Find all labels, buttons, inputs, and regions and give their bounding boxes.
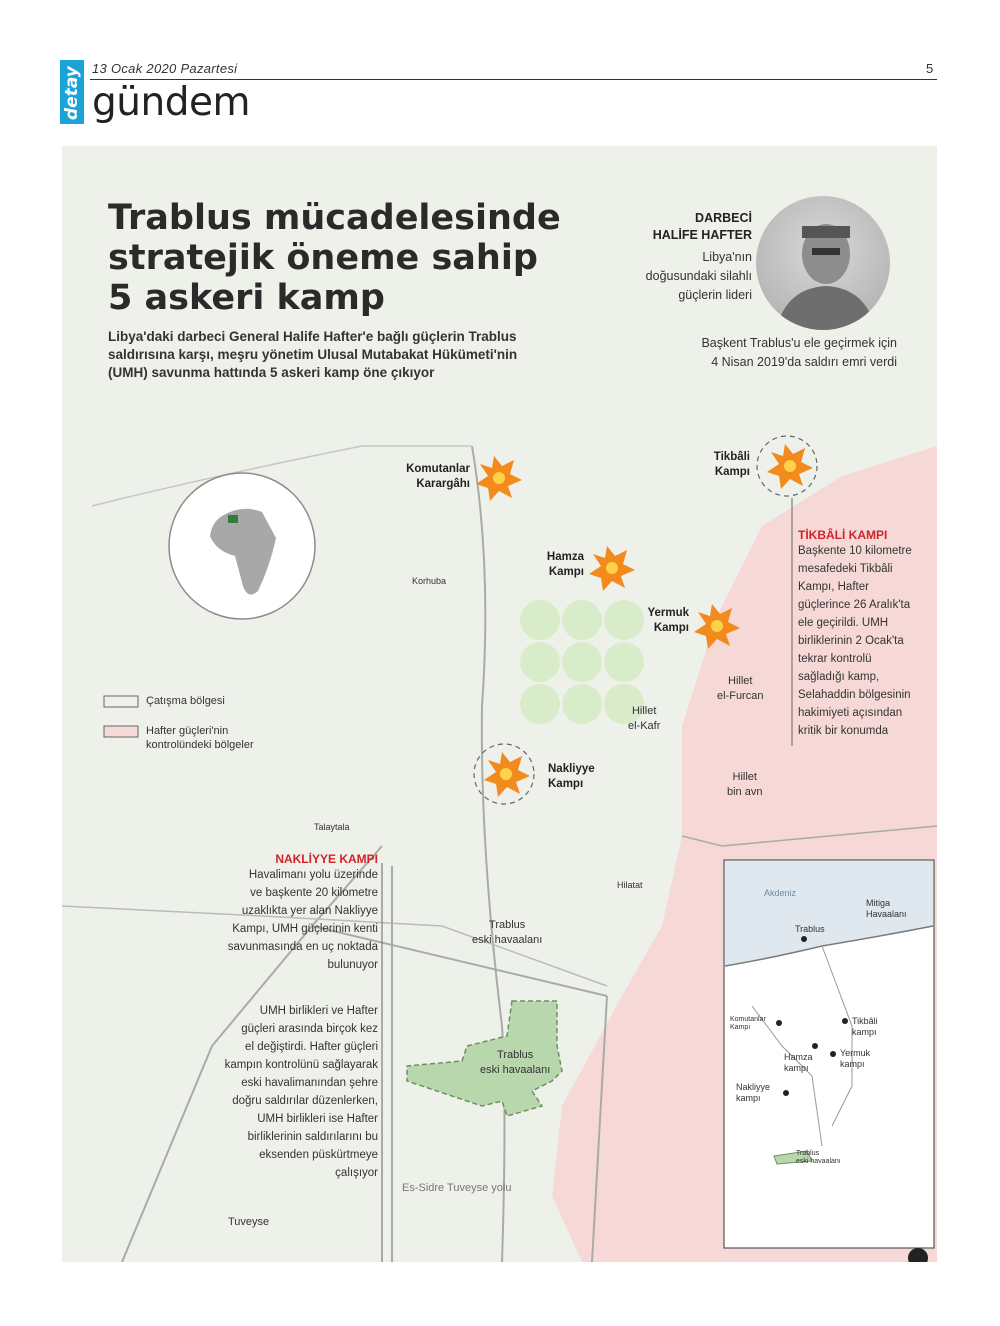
camp-nakliyye <box>548 762 595 792</box>
inset-label-line: Trablus <box>796 1150 820 1157</box>
inset-old-airport-label <box>796 1150 841 1166</box>
camp-label-line: Kampı <box>653 622 689 634</box>
note-line: hakimiyeti açısından <box>798 707 903 719</box>
place-line: el-Kafr <box>628 720 661 732</box>
place-line: el-Furcan <box>717 690 764 702</box>
hafter-order-line: Başkent Trablus'u ele geçirmek için <box>701 336 897 350</box>
camp-label-line: Karargâhı <box>416 478 470 490</box>
hafter-name <box>592 210 752 244</box>
inset-komutanlar <box>730 1016 766 1032</box>
note-line: mesafedeki Tikbâli <box>798 563 893 575</box>
place-line: bin avn <box>727 786 763 798</box>
hafter-desc-line: doğusundaki silahlı <box>645 269 752 283</box>
headline <box>108 198 568 318</box>
place-line: eski havaalanı <box>480 1064 551 1076</box>
inset-label-line: Kampı <box>730 1024 751 1031</box>
note-line: el değiştirdi. Hafter güçleri <box>245 1041 378 1053</box>
umh-note-body <box>182 1002 378 1182</box>
note-line: güçlerince 26 Aralık'ta <box>798 599 911 611</box>
road-label: Es-Sidre Tuveyse yolu <box>402 1182 512 1194</box>
inset-label-line: Komutanlar <box>730 1016 766 1023</box>
libya-marker <box>228 515 238 523</box>
note-line: eksenden püskürtmeye <box>259 1149 378 1161</box>
inset-label-line: Tikbâli <box>852 1016 878 1026</box>
tikbali-note-body <box>798 542 936 740</box>
farmland <box>520 600 644 724</box>
headline-line: stratejik öneme sahip <box>108 238 538 278</box>
note-line: birliklerinin 2 Ocak'ta <box>798 635 904 647</box>
hafter-desc-line: güçlerin lideri <box>678 288 752 302</box>
note-line: güçleri arasında birçok kez <box>241 1023 378 1035</box>
inset-label-line: kampı <box>736 1093 761 1103</box>
note-line: UMH birlikleri ise Hafter <box>257 1113 378 1125</box>
place-line: Hillet <box>728 675 753 687</box>
legend-conflict-label: Çatışma bölgesi <box>146 695 225 707</box>
inset-label-line: Mitiga <box>866 898 891 908</box>
explosion-icon <box>476 456 522 501</box>
intro-text: Libya'daki darbeci General Halife Hafter'e bağlı güçlerin Trablus saldırısına karşı, meşru yönetim Ulusal Mutabakat Hükümeti'nin (UMH) savunma hattında 5 askeri kamp öne çıkıyor <box>108 329 518 380</box>
hafter-portrait <box>756 196 890 330</box>
camp-tikbali <box>702 450 750 480</box>
tikbali-note-title: TİKBÂLİ KAMPI <box>798 528 888 542</box>
inset-label-line: Havaalanı <box>866 909 907 919</box>
road <box>472 446 505 1262</box>
note-line: sağladığı kamp, <box>798 671 880 683</box>
inset-label-line: Nakliyye <box>736 1082 771 1092</box>
camp-label-line: Kampı <box>548 778 584 790</box>
hafter-desc-line: Libya'nın <box>702 250 752 264</box>
legend-hafter-swatch <box>104 726 138 737</box>
explosion-icon <box>767 444 813 489</box>
inset-nakliyye <box>736 1082 770 1104</box>
note-line: çalışıyor <box>335 1167 378 1179</box>
legend-conflict-swatch <box>104 696 138 707</box>
place-tuveyse: Tuveyse <box>228 1216 270 1228</box>
camp-hamza <box>534 550 584 580</box>
infographic <box>62 146 937 1262</box>
place-trablus-old-airport-1 <box>472 918 542 948</box>
note-line: Kampı, UMH güçlerinin kenti <box>232 923 378 935</box>
nakliyye-note-title: NAKLİYYE KAMPI <box>275 852 378 866</box>
inset-label-line: kampı <box>840 1059 865 1069</box>
agency-logo <box>908 1248 928 1262</box>
note-line: UMH birlikleri ve Hafter <box>259 1005 378 1017</box>
note-line: savunmasında en uç noktada <box>227 941 378 953</box>
note-line: Havalimanı yolu üzerinde <box>248 869 378 881</box>
explosion-icon <box>589 546 635 591</box>
camp-label-line: Tikbâli <box>713 451 750 463</box>
note-line: Kampı, Hafter <box>798 581 869 593</box>
place-talaytala: Talaytala <box>314 822 350 832</box>
note-line: eski havalimanından şehre <box>241 1077 378 1089</box>
inset-sea-label: Akdeniz <box>764 888 797 898</box>
inset-label-line: Hamza <box>784 1052 813 1062</box>
inset-label-line: kampı <box>852 1027 877 1037</box>
inset-label-line: kampı <box>784 1063 809 1073</box>
hafter-fullname: HALİFE HAFTER <box>652 228 752 242</box>
headline-line: 5 askeri kamp <box>108 278 385 318</box>
page-number: 5 <box>926 61 934 76</box>
inset-label-line: Yermuk <box>840 1048 871 1058</box>
logo-text: detay <box>62 66 82 120</box>
inset-mitiga <box>866 898 907 920</box>
place-hillet-kafr <box>628 704 660 734</box>
place-korhuba: Korhuba <box>412 576 447 586</box>
place-line: eski havaalanı <box>472 934 543 946</box>
camp-komutanlar <box>398 462 470 492</box>
detay-logo <box>60 60 84 124</box>
note-line: Selahaddin bölgesinin <box>798 689 911 701</box>
legend-hafter-label <box>146 724 254 752</box>
camp-label-line: Kampı <box>714 466 750 478</box>
place-line: Trablus <box>497 1049 534 1061</box>
note-line: Başkente 10 kilometre <box>798 545 912 557</box>
note-line: ele geçirildi. UMH <box>798 617 889 629</box>
place-trablus-old-airport-2 <box>480 1048 550 1078</box>
inset-hamza <box>784 1052 813 1074</box>
hafter-title: DARBECİ <box>695 211 752 225</box>
note-line: birliklerinin saldırılarını bu <box>247 1131 378 1143</box>
camp-yermuk <box>637 606 689 636</box>
place-hilatat: Hilatat <box>617 880 643 890</box>
nakliyye-note <box>202 852 378 974</box>
explosion-icon <box>484 752 530 797</box>
place-hillet-furcan <box>717 674 763 704</box>
nakliyye-note-body <box>202 866 378 974</box>
umh-note <box>182 1002 378 1182</box>
inset-yermuk <box>840 1048 870 1070</box>
tikbali-note <box>798 528 936 740</box>
headline-line: Trablus mücadelesinde <box>108 198 561 238</box>
note-line: kampın kontrolünü sağlayarak <box>224 1059 378 1071</box>
hafter-description <box>592 248 752 305</box>
place-line: Hillet <box>631 705 657 717</box>
note-line: bulunuyor <box>327 959 378 971</box>
note-line: uzaklıkta yer alan Nakliyye <box>241 905 378 917</box>
camp-label-line: Kampı <box>548 566 584 578</box>
camp-label-line: Nakliyye <box>548 763 595 775</box>
camp-label-line: Komutanlar <box>406 463 470 475</box>
hafter-order <box>637 334 897 372</box>
inset-trablus: Trablus <box>795 924 825 934</box>
hafter-order-line: 4 Nisan 2019'da saldırı emri verdi <box>711 355 897 369</box>
note-line: tekrar kontrolü <box>798 653 872 665</box>
legend-line: Hafter güçleri'nin <box>146 725 229 737</box>
portrait-icon <box>756 196 890 330</box>
camp-label-line: Yermuk <box>647 607 689 619</box>
note-line: ve başkente 20 kilometre <box>250 887 378 899</box>
issue-date: 13 Ocak 2020 Pazartesi <box>92 61 238 76</box>
inset-label-line: eski havaalanı <box>796 1158 841 1165</box>
inset-tikbali <box>852 1016 878 1038</box>
note-line: doğru saldırılar düzenlerken, <box>232 1095 378 1107</box>
section-title: gündem <box>92 80 250 125</box>
camp-label-line: Hamza <box>546 551 584 563</box>
place-line: Hillet <box>732 771 757 783</box>
legend-line: kontrolündeki bölgeler <box>146 739 254 751</box>
place-line: Trablus <box>489 919 526 931</box>
place-hillet-binavn <box>727 770 762 800</box>
note-line: kritik bir konumda <box>798 725 889 737</box>
